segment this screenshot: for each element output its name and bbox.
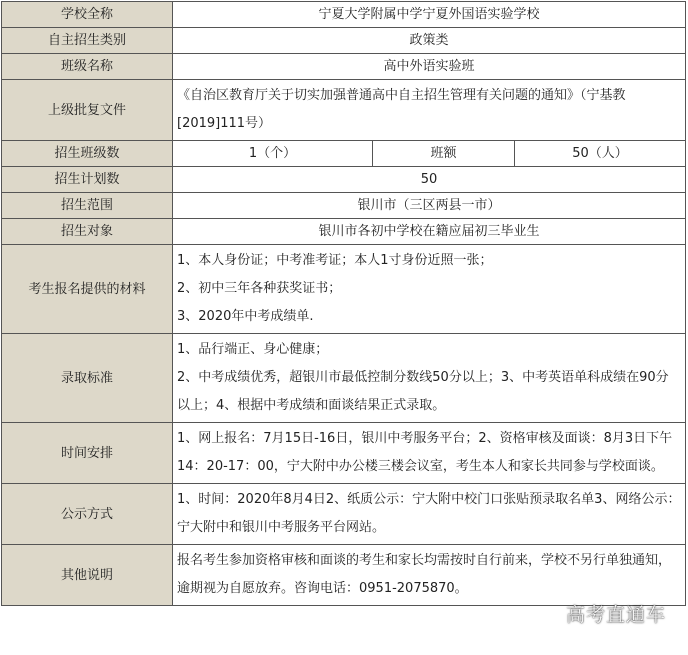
admission-type-value: 政策类 (173, 28, 686, 54)
plan-count-label: 招生计划数 (2, 167, 173, 193)
criteria-line: 1、品行端正、身心健康； (177, 342, 329, 357)
scope-label: 招生范围 (2, 193, 173, 219)
class-count-label: 招生班级数 (2, 141, 173, 167)
materials-line: 1、本人身份证；中考准考证；本人1寸身份近照一张； (177, 253, 493, 268)
row-class-count (2, 141, 686, 167)
publicity-value: 1、时间：2020年8月4日2、纸质公示：宁大附中校门口张贴预录取名单3、网络公示：宁大附中和银川中考服务平台网站。 (173, 484, 686, 545)
notes-value: 报名考生参加资格审核和面谈的考生和家长均需按时自行前来，学校不另行单独通知，逾期视为自愿放弃。咨询电话：0951-2075870。 (173, 545, 686, 606)
row-plan-count (2, 167, 686, 193)
row-target (2, 219, 686, 245)
class-count-value: 1（个） (173, 141, 373, 167)
school-name-label: 学校全称 (2, 2, 173, 28)
approval-doc-value: 《自治区教育厅关于切实加强普通高中自主招生管理有关问题的通知》（宁基教[2019]111号） (173, 80, 686, 141)
class-name-label: 班级名称 (2, 54, 173, 80)
materials-line: 3、2020年中考成绩单. (177, 309, 314, 324)
row-materials (2, 245, 686, 334)
target-label: 招生对象 (2, 219, 173, 245)
row-school-name (2, 2, 686, 28)
school-name-value: 宁夏大学附属中学宁夏外国语实验学校 (173, 2, 686, 28)
row-notes (2, 545, 686, 606)
watermark: 高考直通车 (565, 604, 666, 626)
row-class-name (2, 54, 686, 80)
plan-count-value: 50 (173, 167, 686, 193)
criteria-value (173, 334, 686, 423)
materials-label: 考生报名提供的材料 (2, 245, 173, 334)
publicity-label: 公示方式 (2, 484, 173, 545)
materials-value (173, 245, 686, 334)
class-size-value: 50（人） (515, 141, 686, 167)
materials-line: 2、初中三年各种获奖证书； (177, 281, 342, 296)
row-criteria (2, 334, 686, 423)
admission-info-table (1, 1, 686, 606)
class-size-label: 班额 (373, 141, 515, 167)
approval-doc-label: 上级批复文件 (2, 80, 173, 141)
row-approval-doc (2, 80, 686, 141)
scope-value: 银川市（三区两县一市） (173, 193, 686, 219)
schedule-label: 时间安排 (2, 423, 173, 484)
notes-label: 其他说明 (2, 545, 173, 606)
admission-type-label: 自主招生类别 (2, 28, 173, 54)
row-scope (2, 193, 686, 219)
row-publicity (2, 484, 686, 545)
class-name-value: 高中外语实验班 (173, 54, 686, 80)
schedule-value: 1、网上报名：7月15日-16日，银川中考服务平台；2、资格审核及面谈：8月3日下午14：20-17：00，宁大附中办公楼三楼会议室，考生本人和家长共同参与学校面谈。 (173, 423, 686, 484)
row-schedule (2, 423, 686, 484)
row-admission-type (2, 28, 686, 54)
criteria-line: 2、中考成绩优秀，超银川市最低控制分数线50分以上；3、中考英语单科成绩在90分以上；4、根据中考成绩和面谈结果正式录取。 (177, 370, 669, 413)
criteria-label: 录取标准 (2, 334, 173, 423)
target-value: 银川市各初中学校在籍应届初三毕业生 (173, 219, 686, 245)
